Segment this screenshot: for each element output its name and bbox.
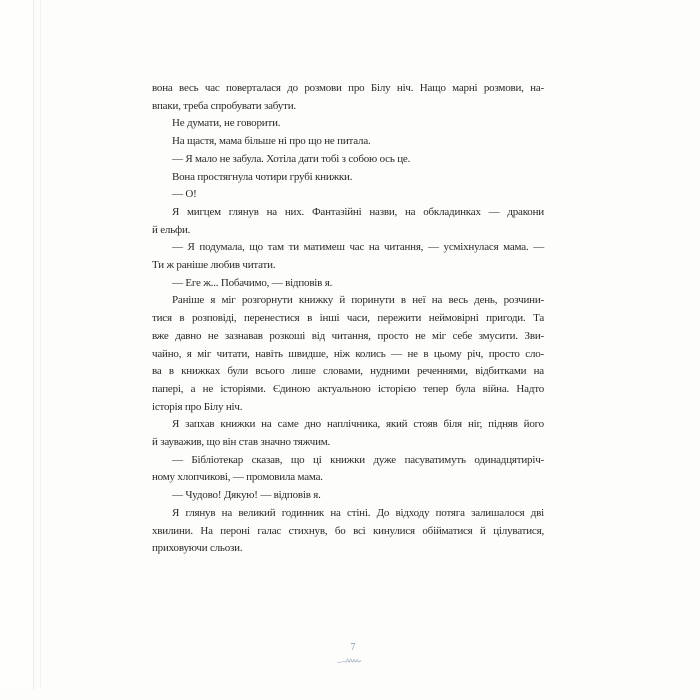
text-line: хвилини. На пероні галас стихнув, бо всі кинулися обійматися й цілуватися,	[152, 524, 544, 537]
text-line: й зауважив, що він став значно тяжчим.	[152, 436, 331, 449]
text-line: Ти ж раніше любив читати.	[152, 259, 276, 272]
text-line: — О!	[172, 188, 197, 201]
text-line: — Чудово! Дякую! — відповів я.	[172, 489, 321, 502]
text-line: чайно, я міг читати, навіть швидше, ніж колись — не в цьому річ, просто сло-	[152, 347, 544, 360]
text-line: історія про Білу ніч.	[152, 400, 243, 413]
text-line: На щастя, мама більше ні про що не питала.	[172, 135, 371, 148]
text-line: Я мигцем глянув на них. Фантазійні назви, на обкладинках — дракони	[172, 205, 544, 218]
text-line: Раніше я міг розгорнути книжку й поринути в неї на весь день, розчини-	[172, 294, 544, 307]
page-gutter-line	[40, 0, 41, 688]
text-line: Я запхав книжки на саме дно наплічника, який стояв біля ніг, підняв його	[172, 418, 544, 431]
text-line: впаки, треба спробувати забути.	[152, 99, 296, 112]
text-line: папері, а не історіями. Єдиною актуальною історією тепер була війна. Надто	[152, 382, 544, 395]
text-line: Не думати, не говорити.	[172, 117, 281, 130]
text-line: — Бібліотекар сказав, що ці книжки дуже пасуватимуть одинадцятиріч-	[172, 453, 544, 466]
text-line: й ельфи.	[152, 223, 191, 236]
page-number: 7	[350, 642, 356, 653]
text-line: Я глянув на великий годинник на стіні. До відходу потяга залишалося дві	[172, 506, 544, 519]
page-ornament-icon	[337, 655, 363, 665]
text-line: — Я подумала, що там ти матимеш час на читання, — усміхнулася мама. —	[172, 241, 544, 254]
body-text	[152, 80, 544, 558]
text-line: приховуючи сльози.	[152, 542, 243, 555]
page-left-edge	[0, 0, 34, 690]
text-line: ному хлопчикові, — промовила мама.	[152, 471, 323, 484]
text-line: вона весь час поверталася до розмови про Білу ніч. Нащо марні розмови, на-	[152, 82, 544, 94]
text-line: тися в розповіді, перенестися в інші часи, пережити неймовірні пригоди. Та	[152, 312, 544, 325]
text-line: Вона простягнула чотири грубі книжки.	[172, 170, 353, 183]
text-line: — Я мало не забула. Хотіла дати тобі з собою ось це.	[172, 152, 411, 165]
page-footer	[328, 642, 372, 665]
text-line: ва в книжках були всього лише словами, нудними реченнями, відбитками на	[152, 365, 544, 378]
text-line: вже давно не зазнавав розкоші від читання, просто не міг себе змусити. Зви-	[152, 329, 544, 342]
text-line: — Еге ж... Побачимо, — відповів я.	[172, 276, 333, 289]
